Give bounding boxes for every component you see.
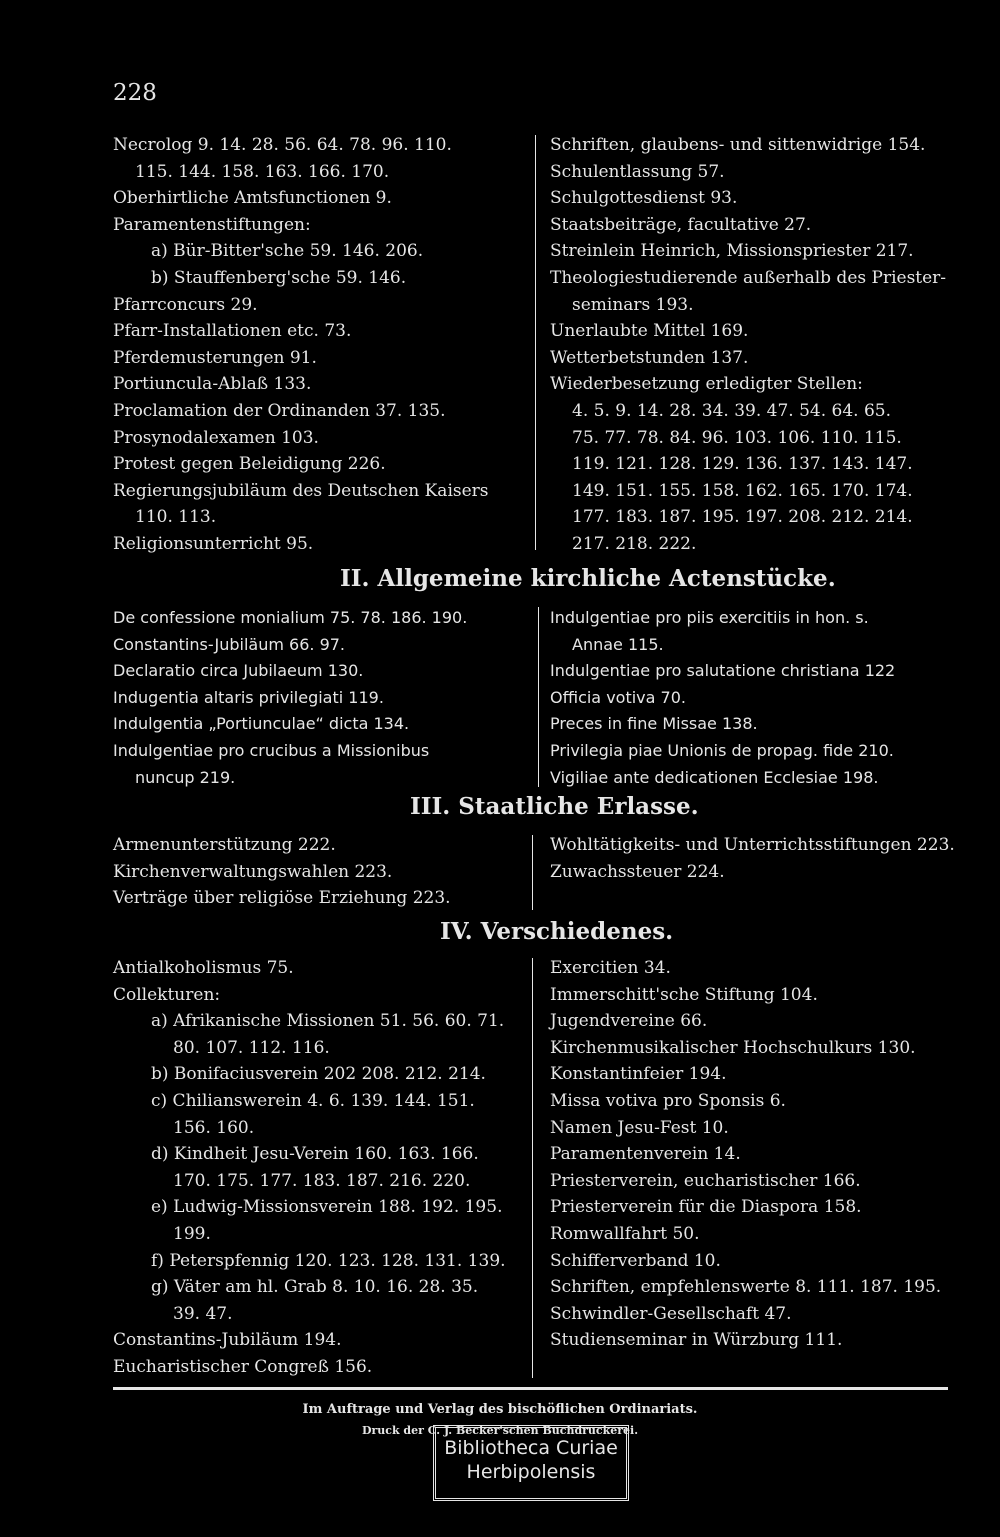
- page-number: 228: [113, 80, 157, 106]
- index-entry: 39. 47.: [173, 1303, 233, 1324]
- index-entry: d) Kindheit Jesu-Verein 160. 163. 166.: [151, 1144, 479, 1165]
- index-entry: Privilegia piae Unionis de propag. fide 210.: [550, 740, 894, 760]
- index-entry: Officia votiva 70.: [550, 687, 686, 707]
- index-entry: Pfarrconcurs 29.: [113, 294, 258, 315]
- index-entry: Paramentenverein 14.: [550, 1144, 741, 1165]
- section4-right-column: [550, 955, 960, 1354]
- index-entry: Preces in fine Missae 138.: [550, 714, 758, 734]
- index-entry: Missa votiva pro Sponsis 6.: [550, 1090, 786, 1111]
- footer-rule: [113, 1387, 948, 1390]
- section-heading-4: IV. Verschiedenes.: [440, 918, 674, 945]
- index-entry: seminars 193.: [572, 294, 694, 315]
- index-entry: Oberhirtliche Amtsfunctionen 9.: [113, 188, 392, 209]
- index-entry: 156. 160.: [173, 1117, 255, 1138]
- index-entry: Regierungsjubiläum des Deutschen Kaisers: [113, 480, 489, 501]
- index-entry: 119. 121. 128. 129. 136. 137. 143. 147.: [572, 454, 913, 475]
- index-entry: Indulgentiae pro crucibus a Missionibus: [113, 740, 430, 760]
- index-entry: Antialkoholismus 75.: [113, 958, 294, 978]
- index-entry: Constantins-Jubiläum 194.: [113, 1330, 342, 1351]
- index-entry: 80. 107. 112. 116.: [173, 1037, 330, 1058]
- index-entry: c) Chilianswerein 4. 6. 139. 144. 151.: [151, 1090, 475, 1111]
- index-entry: b) Stauffenberg'sche 59. 146.: [151, 267, 407, 288]
- index-entry: Unerlaubte Mittel 169.: [550, 321, 749, 342]
- index-entry: a) Afrikanische Missionen 51. 56. 60. 71.: [151, 1011, 505, 1032]
- stamp-line: Herbipolensis: [466, 1461, 596, 1483]
- imprint-publisher: Im Auftrage und Verlag des bischöflichen Ordinariats.: [302, 1402, 698, 1417]
- column-divider: [532, 958, 533, 1378]
- column-divider: [538, 607, 539, 787]
- top-right-column: [550, 132, 960, 558]
- index-entry: Jugendvereine 66.: [550, 1011, 708, 1032]
- index-entry: nuncup 219.: [135, 767, 236, 787]
- index-entry: Kirchenmusikalischer Hochschulkurs 130.: [550, 1037, 916, 1058]
- index-entry: Indugentia altaris privilegiati 119.: [113, 687, 384, 707]
- column-divider: [532, 835, 533, 910]
- index-entry: Pferdemusterungen 91.: [113, 347, 317, 368]
- index-entry: 199.: [173, 1223, 211, 1244]
- section2-left-column: [113, 605, 523, 791]
- index-entry: 170. 175. 177. 183. 187. 216. 220.: [173, 1170, 471, 1191]
- index-entry: Armenunterstützung 222.: [113, 835, 336, 855]
- top-left-column: [113, 132, 523, 558]
- index-entry: Eucharistischer Congreß 156.: [113, 1356, 373, 1377]
- index-entry: Wetterbetstunden 137.: [550, 347, 749, 368]
- index-entry: Protest gegen Beleidigung 226.: [113, 454, 386, 475]
- section3-left-column: [113, 832, 523, 912]
- index-entry: Indulgentiae pro piis exercitiis in hon. s.: [550, 608, 869, 627]
- index-entry: Kirchenverwaltungswahlen 223.: [113, 861, 393, 882]
- index-entry: Indulgentia „Portiunculae“ dicta 134.: [113, 714, 410, 734]
- index-entry: 149. 151. 155. 158. 162. 165. 170. 174.: [572, 480, 913, 501]
- index-entry: Schulentlassung 57.: [550, 161, 725, 182]
- index-entry: Priesterverein, eucharistischer 166.: [550, 1170, 861, 1191]
- index-entry: Streinlein Heinrich, Missionspriester 217.: [550, 241, 914, 262]
- library-stamp: [433, 1425, 629, 1501]
- index-entry: Zuwachssteuer 224.: [550, 861, 725, 882]
- index-entry: 110. 113.: [135, 507, 217, 528]
- imprint-printer: Druck der C. J. Becker'schen Buchdruckerei.: [361, 1424, 639, 1437]
- index-entry: e) Ludwig-Missionsverein 188. 192. 195.: [151, 1197, 503, 1218]
- stamp-line: Bibliotheca Curiae: [444, 1437, 618, 1459]
- section-heading-3: III. Staatliche Erlasse.: [410, 793, 699, 820]
- index-entry: 217. 218. 222.: [572, 533, 697, 554]
- index-entry: Priesterverein für die Diaspora 158.: [550, 1197, 862, 1218]
- index-entry: Schulgottesdienst 93.: [550, 188, 738, 209]
- index-entry: Collekturen:: [113, 984, 221, 1005]
- section4-left-column: [113, 955, 523, 1381]
- index-entry: Declaratio circa Jubilaeum 130.: [113, 661, 364, 681]
- index-entry: Schwindler-Gesellschaft 47.: [550, 1303, 792, 1324]
- index-entry: Paramentenstiftungen:: [113, 214, 311, 235]
- index-entry: Verträge über religiöse Erziehung 223.: [113, 888, 451, 909]
- index-entry: Portiuncula-Ablaß 133.: [113, 374, 312, 395]
- index-entry: g) Väter am hl. Grab 8. 10. 16. 28. 35.: [151, 1277, 479, 1298]
- index-entry: Exercitien 34.: [550, 958, 671, 978]
- index-entry: Immerschitt'sche Stiftung 104.: [550, 984, 818, 1005]
- index-entry: Theologiestudierende außerhalb des Priester-: [550, 267, 947, 288]
- index-entry: Romwallfahrt 50.: [550, 1223, 700, 1244]
- index-entry: Indulgentiae pro salutatione christiana 122: [550, 661, 896, 681]
- column-divider: [535, 135, 536, 550]
- index-entry: Konstantinfeier 194.: [550, 1064, 727, 1085]
- index-entry: 4. 5. 9. 14. 28. 34. 39. 47. 54. 64. 65.: [572, 400, 891, 421]
- index-entry: Schriften, empfehlenswerte 8. 111. 187. 195.: [550, 1277, 942, 1298]
- index-entry: Schriften, glaubens- und sittenwidrige 154.: [550, 135, 926, 155]
- index-entry: Proclamation der Ordinanden 37. 135.: [113, 400, 446, 421]
- index-entry: Pfarr-Installationen etc. 73.: [113, 321, 352, 342]
- index-entry: 177. 183. 187. 195. 197. 208. 212. 214.: [572, 507, 913, 528]
- index-entry: Vigiliae ante dedicationen Ecclesiae 198.: [550, 767, 879, 787]
- index-entry: Prosynodalexamen 103.: [113, 427, 319, 448]
- index-entry: Namen Jesu-Fest 10.: [550, 1117, 729, 1138]
- index-entry: Studienseminar in Würzburg 111.: [550, 1330, 843, 1351]
- index-entry: Staatsbeiträge, facultative 27.: [550, 214, 812, 235]
- index-entry: b) Bonifaciusverein 202 208. 212. 214.: [151, 1064, 486, 1085]
- section-heading-2: II. Allgemeine kirchliche Actenstücke.: [340, 565, 836, 592]
- index-entry: Schifferverband 10.: [550, 1250, 721, 1271]
- index-entry: Wohltätigkeits- und Unterrichtsstiftungen 223.: [550, 835, 955, 855]
- index-entry: f) Peterspfennig 120. 123. 128. 131. 139.: [151, 1250, 506, 1271]
- section2-right-column: [550, 605, 960, 791]
- section3-right-column: [550, 832, 960, 885]
- index-entry: Constantins-Jubiläum 66. 97.: [113, 634, 346, 654]
- index-entry: Necrolog 9. 14. 28. 56. 64. 78. 96. 110.: [113, 135, 452, 155]
- index-entry: 115. 144. 158. 163. 166. 170.: [135, 161, 390, 182]
- index-entry: De confessione monialium 75. 78. 186. 190.: [113, 608, 468, 627]
- index-entry: 75. 77. 78. 84. 96. 103. 106. 110. 115.: [572, 427, 902, 448]
- index-entry: a) Bür-Bitter'sche 59. 146. 206.: [151, 241, 424, 262]
- index-entry: Religionsunterricht 95.: [113, 533, 314, 554]
- index-entry: Wiederbesetzung erledigter Stellen:: [550, 374, 863, 395]
- index-entry: Annae 115.: [572, 634, 664, 654]
